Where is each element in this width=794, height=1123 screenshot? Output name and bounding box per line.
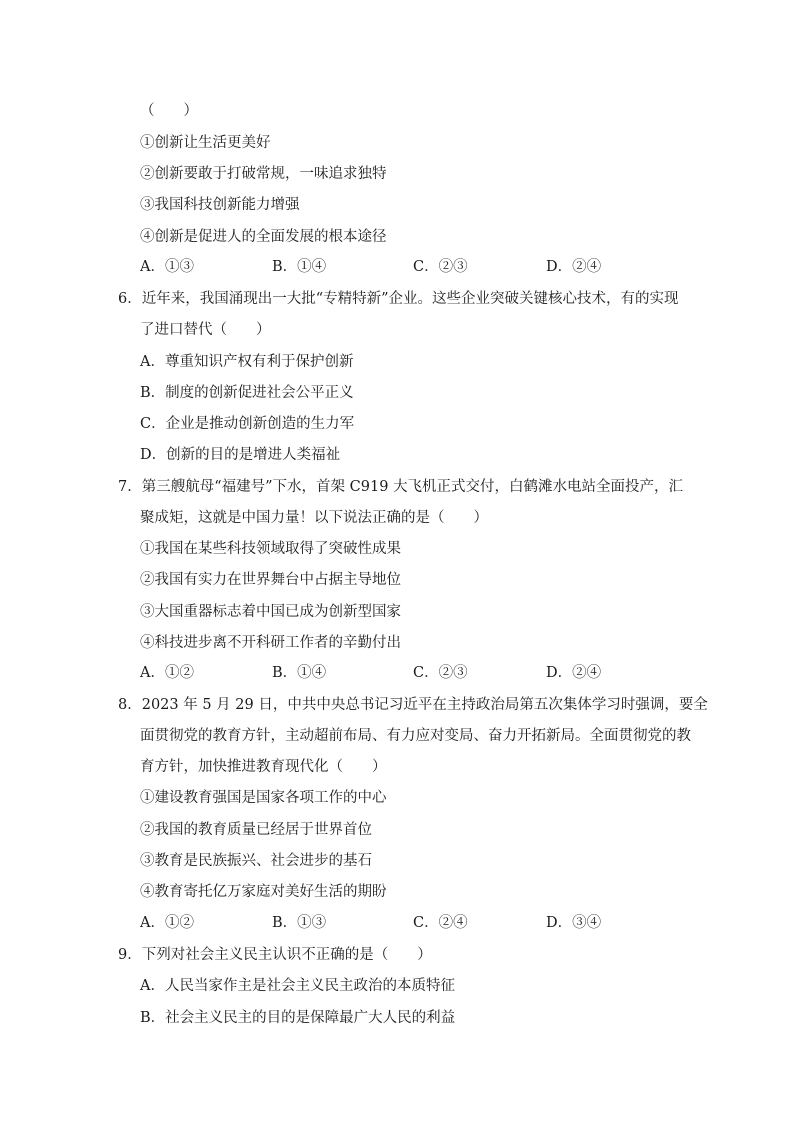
q8-stem-line-1: 8．2023 年 5 月 29 日，中共中央总书记习近平在主持政治局第五次集体学习时强调，要全: [118, 697, 708, 713]
q8-item-1: ①建设教育强国是国家各项工作的中心: [140, 790, 387, 806]
q8-item-2: ②我国的教育质量已经居于世界首位: [140, 822, 372, 838]
q6-option-c: C．企业是推动创新创造的生力军: [140, 416, 355, 432]
q8-option-c: C．②④: [413, 915, 468, 931]
q7-item-3: ③大国重器标志着中国已成为创新型国家: [140, 604, 401, 620]
q7-stem-line-2: 聚成矩，这就是中国力量！以下说法正确的是（ ）: [140, 510, 488, 526]
q8-stem-line-2: 面贯彻党的教育方针，主动超前布局、有力应对变局、奋力开拓新局。全面贯彻党的教: [140, 728, 691, 744]
q6-stem-line-2: 了进口替代（ ）: [140, 322, 271, 338]
q6-option-b: B．制度的创新促进社会公平正义: [140, 385, 354, 401]
q9-option-a: A．人民当家作主是社会主义民主政治的本质特征: [140, 978, 455, 994]
q5-options: [0, 257, 794, 277]
q5-item-2: ②创新要敢于打破常规，一味追求独特: [140, 166, 387, 182]
q7-stem-line-1: 7．第三艘航母“福建号”下水，首架 C919 大飞机正式交付，白鹤滩水电站全面投产，汇: [118, 479, 684, 495]
q6-option-d: D．创新的目的是增进人类福祉: [140, 447, 341, 463]
q7-option-b: B．①④: [272, 665, 327, 681]
q8-options: [0, 913, 794, 933]
q5-item-3: ③我国科技创新能力增强: [140, 197, 300, 213]
q5-option-c: C．②③: [413, 259, 468, 275]
q7-option-d: D．②④: [546, 665, 602, 681]
q8-stem-line-3: 育方针，加快推进教育现代化（ ）: [140, 759, 387, 775]
q5-item-4: ④创新是促进人的全面发展的根本途径: [140, 229, 387, 245]
q7-option-c: C．②③: [413, 665, 468, 681]
q7-options: [0, 663, 794, 683]
q5-item-1: ①创新让生活更美好: [140, 135, 271, 151]
q7-item-1: ①我国在某些科技领域取得了突破性成果: [140, 541, 401, 557]
q6-option-a: A．尊重知识产权有利于保护创新: [140, 354, 354, 370]
q8-option-a: A．①②: [140, 915, 194, 931]
q7-item-2: ②我国有实力在世界舞台中占据主导地位: [140, 572, 401, 588]
q8-item-3: ③教育是民族振兴、社会进步的基石: [140, 853, 372, 869]
q8-option-b: B．①③: [272, 915, 327, 931]
q8-item-4: ④教育寄托亿万家庭对美好生活的期盼: [140, 884, 387, 900]
q5-option-d: D．②④: [546, 259, 602, 275]
q6-stem-line-1: 6．近年来，我国涌现出一大批“专精特新”企业。这些企业突破关键核心技术，有的实现: [118, 291, 679, 307]
q7-option-a: A．①②: [140, 665, 194, 681]
q9-option-b: B．社会主义民主的目的是保障最广大人民的利益: [140, 1010, 456, 1026]
q5-option-b: B．①④: [272, 259, 327, 275]
q5-paren: （ ）: [140, 103, 198, 119]
q7-item-4: ④科技进步离不开科研工作者的辛勤付出: [140, 635, 401, 651]
q8-option-d: D．③④: [546, 915, 602, 931]
q9-stem-line-1: 9．下列对社会主义民主认识不正确的是（ ）: [118, 947, 432, 963]
q5-option-a: A．①③: [140, 259, 194, 275]
